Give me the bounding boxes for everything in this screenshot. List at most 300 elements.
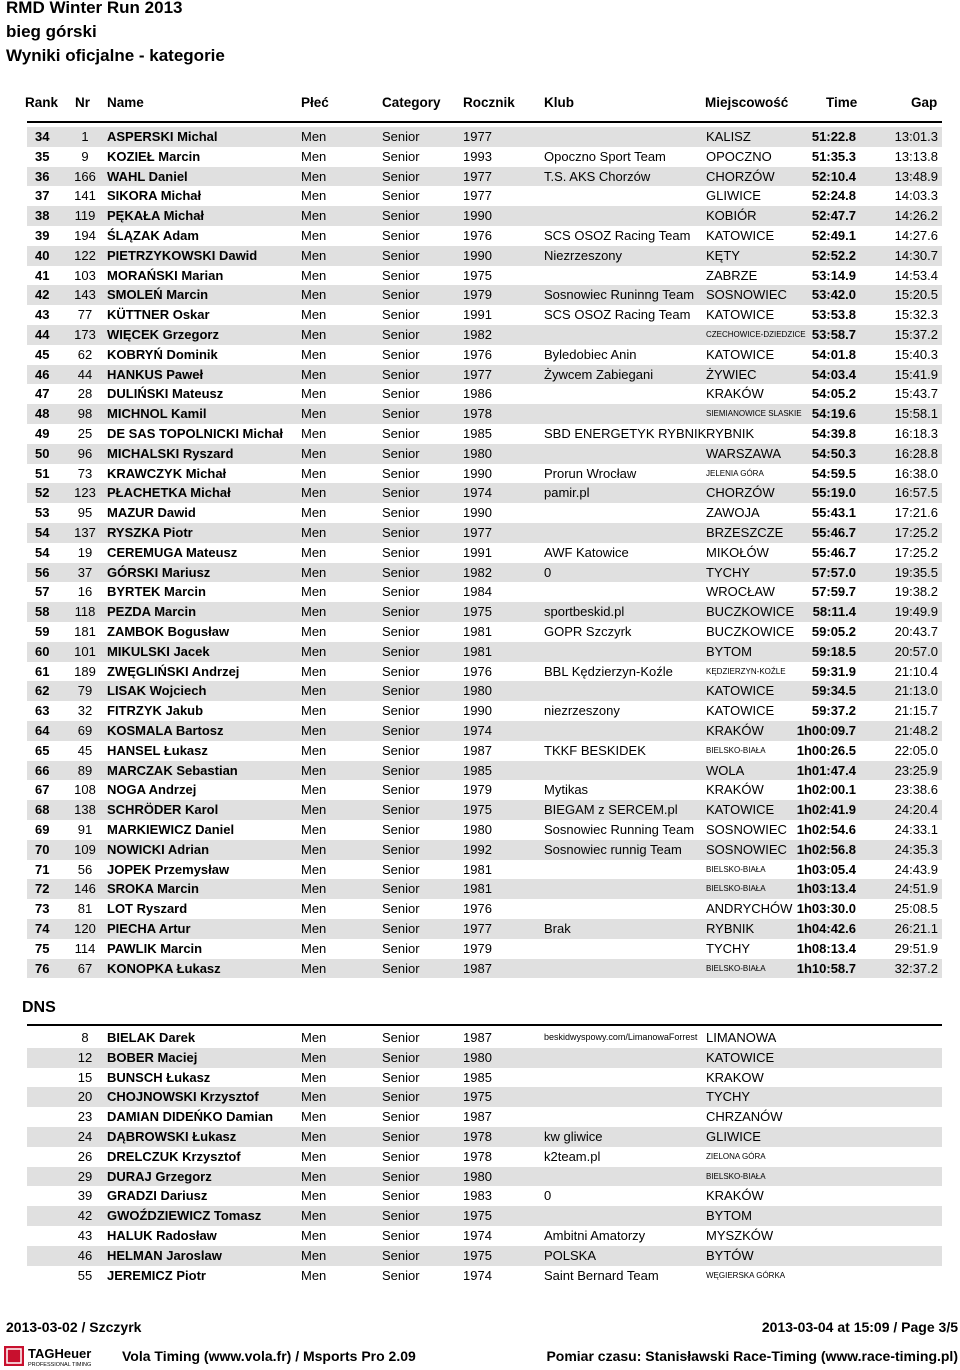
bib-number-cell: 77: [77, 307, 93, 323]
athlete-name-cell: MICHNOL Kamil: [107, 406, 207, 422]
category-cell: Senior: [382, 703, 420, 719]
finish-time-cell: 59:37.2: [811, 703, 856, 719]
birth-year-cell: 1979: [463, 940, 492, 956]
athlete-name-cell: DRELCZUK Krzysztof: [107, 1148, 241, 1164]
athlete-name-cell: RYSZKA Piotr: [107, 525, 193, 540]
finish-time-cell: 52:10.4: [811, 168, 856, 184]
birth-year-cell: 1990: [463, 465, 492, 481]
result-row: [27, 761, 942, 781]
time-gap-cell: 16:28.8: [894, 445, 938, 461]
rank-cell: 48: [35, 406, 50, 422]
event-title: RMD Winter Run 2013: [6, 0, 183, 17]
birth-year-cell: 1976: [463, 346, 492, 362]
birth-year-cell: 1978: [463, 1148, 492, 1164]
athlete-name-cell: PEZDA Marcin: [107, 604, 197, 620]
club-cell: [544, 1087, 698, 1107]
dns-row: [27, 1246, 942, 1266]
rank-cell: [35, 1206, 65, 1226]
time-gap-cell: 15:32.3: [894, 307, 938, 323]
sex-cell: Men: [301, 1148, 327, 1164]
city-cell: RYBNIK: [706, 921, 755, 936]
birth-year-cell: 1974: [463, 723, 492, 738]
rank-cell: 65: [35, 742, 50, 758]
athlete-name-cell: ŚLĄZAK Adam: [107, 228, 199, 243]
sex-cell: Men: [301, 426, 327, 441]
sex-cell: Men: [301, 960, 327, 976]
sex-cell: Men: [301, 445, 327, 461]
result-row: [27, 444, 942, 464]
sex-cell: Men: [301, 247, 327, 263]
birth-year-cell: 1985: [463, 762, 492, 778]
birth-year-cell: 1981: [463, 881, 492, 897]
sex-cell: Men: [301, 1030, 327, 1045]
time-gap-cell: 14:30.7: [894, 247, 938, 263]
birth-year-cell: 1974: [463, 1228, 492, 1243]
col-header-rank: Rank: [25, 95, 59, 110]
finish-time-cell: 1h01:47.4: [796, 762, 856, 778]
athlete-name-cell: SCHRÖDER Karol: [107, 802, 219, 818]
category-cell: Senior: [382, 129, 420, 144]
time-gap-cell: 24:51.9: [894, 881, 938, 897]
bib-number-cell: 8: [81, 1030, 89, 1045]
category-cell: Senior: [382, 762, 420, 778]
finish-time-cell: 57:59.7: [811, 584, 856, 600]
dns-row: [27, 1068, 942, 1088]
sex-cell: Men: [301, 861, 327, 877]
rank-cell: 64: [35, 723, 50, 738]
athlete-name-cell: KOZIEŁ Marcin: [107, 148, 201, 164]
sex-cell: Men: [301, 802, 327, 818]
time-gap-cell: 14:53.4: [894, 267, 938, 283]
finish-time-cell: 52:52.2: [811, 247, 856, 263]
category-cell: Senior: [382, 604, 420, 620]
birth-year-cell: 1976: [463, 228, 492, 243]
city-cell: KALISZ: [706, 129, 751, 144]
club-cell: [544, 206, 698, 226]
city-cell: ZABRZE: [706, 267, 758, 283]
athlete-name-cell: JOPEK Przemysław: [107, 861, 230, 877]
category-cell: Senior: [382, 287, 420, 303]
rank-cell: 37: [35, 188, 50, 204]
club-cell: BBL Kędzierzyn-Koźle: [544, 663, 673, 679]
finish-time-cell: 54:50.3: [811, 445, 856, 461]
category-cell: Senior: [382, 544, 420, 560]
birth-year-cell: 1979: [463, 782, 492, 798]
result-row: [27, 424, 942, 444]
time-gap-cell: 16:57.5: [894, 485, 938, 501]
finish-time-cell: 51:22.8: [811, 129, 856, 144]
city-cell: KATOWICE: [706, 802, 775, 818]
time-gap-cell: 15:37.2: [894, 327, 938, 342]
dns-row: [27, 1167, 942, 1187]
result-row: [27, 404, 942, 424]
rank-cell: 53: [35, 505, 50, 521]
birth-year-cell: 1981: [463, 643, 492, 659]
category-cell: Senior: [382, 723, 420, 738]
bib-number-cell: 114: [74, 940, 96, 956]
category-cell: Senior: [382, 683, 420, 699]
result-row: [27, 899, 942, 919]
sex-cell: Men: [301, 228, 327, 243]
athlete-name-cell: FITRZYK Jakub: [107, 703, 204, 719]
category-cell: Senior: [382, 386, 420, 402]
athlete-name-cell: ZWĘGLIŃSKI Andrzej: [107, 663, 240, 679]
city-cell: KATOWICE: [706, 346, 775, 362]
club-cell: Saint Bernard Team: [544, 1267, 659, 1283]
rank-cell: 60: [35, 643, 50, 659]
athlete-name-cell: BOBER Maciej: [107, 1049, 198, 1065]
bib-number-cell: 37: [77, 564, 93, 580]
athlete-name-cell: LISAK Wojciech: [107, 683, 207, 699]
time-gap-cell: 23:25.9: [894, 762, 938, 778]
city-cell: JELENIA GÓRA: [706, 468, 764, 478]
bib-number-cell: 16: [77, 584, 93, 600]
city-cell: KATOWICE: [706, 683, 775, 699]
city-cell: TYCHY: [706, 564, 751, 580]
sex-cell: Men: [301, 267, 327, 283]
city-cell: KATOWICE: [706, 703, 775, 719]
sex-cell: Men: [301, 564, 327, 580]
time-gap-cell: 20:57.0: [894, 643, 938, 659]
time-gap-cell: 25:08.5: [894, 901, 938, 917]
footer-timing: Pomiar czasu: Stanisławski Race-Timing (www.race-timing.pl): [546, 1348, 958, 1364]
sex-cell: Men: [301, 485, 327, 501]
club-cell: beskidwyspowy.com/LimanowaForrest: [544, 1032, 698, 1042]
time-gap-cell: [857, 1206, 938, 1226]
birth-year-cell: 1977: [463, 188, 492, 204]
club-cell: [544, 127, 698, 147]
time-gap-cell: [857, 1127, 938, 1147]
birth-year-cell: 1976: [463, 901, 492, 917]
result-row: [27, 483, 942, 503]
time-gap-cell: 21:10.4: [894, 663, 938, 679]
result-row: [27, 325, 942, 345]
city-cell: TYCHY: [706, 1089, 751, 1105]
bib-number-cell: 173: [74, 327, 96, 342]
bib-number-cell: 122: [74, 247, 96, 263]
sex-cell: Men: [301, 148, 327, 164]
bib-number-cell: 45: [77, 742, 93, 758]
finish-time-cell: [781, 1246, 856, 1266]
athlete-name-cell: HANKUS Paweł: [107, 366, 204, 382]
rank-cell: 59: [35, 624, 50, 639]
sex-cell: Men: [301, 525, 327, 540]
rank-cell: [35, 1068, 65, 1088]
category-cell: Senior: [382, 228, 420, 243]
result-row: [27, 365, 942, 385]
club-cell: Sosnowiec runnig Team: [544, 841, 682, 857]
athlete-name-cell: MORAŃSKI Marian: [107, 267, 224, 283]
dns-section-title: DNS: [22, 999, 56, 1016]
result-row: [27, 820, 942, 840]
club-cell: [544, 325, 698, 345]
finish-time-cell: [781, 1087, 856, 1107]
city-cell: KRAKÓW: [706, 723, 764, 738]
club-cell: TKKF BESKIDEK: [544, 742, 646, 758]
sex-cell: Men: [301, 822, 327, 837]
bib-number-cell: 96: [77, 445, 93, 461]
time-gap-cell: 26:21.1: [894, 921, 938, 936]
finish-time-cell: [781, 1186, 856, 1206]
bib-number-cell: 146: [74, 881, 96, 897]
finish-time-cell: 1h02:00.1: [796, 782, 856, 798]
result-row: [27, 127, 942, 147]
rank-cell: 51: [35, 465, 50, 481]
club-cell: 0: [544, 564, 552, 580]
club-cell: pamir.pl: [544, 485, 590, 501]
result-row: [27, 780, 942, 800]
category-cell: Senior: [382, 406, 420, 422]
bib-number-cell: 118: [74, 604, 96, 620]
athlete-name-cell: SMOLEŃ Marcin: [107, 287, 209, 303]
athlete-name-cell: NOWICKI Adrian: [107, 841, 210, 857]
club-cell: Sosnowiec Running Team: [544, 822, 695, 837]
footer-software: Vola Timing (www.vola.fr) / Msports Pro 2.09: [122, 1348, 416, 1364]
birth-year-cell: 1983: [463, 1188, 492, 1204]
athlete-name-cell: BUNSCH Łukasz: [107, 1069, 211, 1085]
result-row: [27, 384, 942, 404]
athlete-name-cell: DULIŃSKI Mateusz: [107, 386, 224, 402]
birth-year-cell: 1978: [463, 1129, 492, 1144]
time-gap-cell: 15:58.1: [894, 406, 938, 422]
bib-number-cell: 55: [77, 1267, 93, 1283]
birth-year-cell: 1985: [463, 426, 492, 441]
result-row: [27, 860, 942, 880]
club-cell: [544, 582, 698, 602]
birth-year-cell: 1981: [463, 861, 492, 877]
dns-row: [27, 1266, 942, 1286]
category-cell: Senior: [382, 861, 420, 877]
sex-cell: Men: [301, 1049, 327, 1065]
col-header-gap: Gap: [911, 95, 938, 110]
athlete-name-cell: GWOŹDZIEWICZ Tomasz: [107, 1208, 262, 1224]
city-cell: BIELSKO-BIAŁA: [706, 963, 766, 973]
bib-number-cell: 137: [74, 525, 96, 540]
athlete-name-cell: KRAWCZYK Michał: [107, 465, 227, 481]
time-gap-cell: 24:33.1: [894, 822, 938, 837]
club-cell: [544, 186, 698, 206]
athlete-name-cell: NOGA Andrzej: [107, 782, 197, 798]
club-cell: SBD ENERGETYK RYBNIK: [544, 426, 707, 441]
col-header-nr: Nr: [75, 95, 91, 110]
category-cell: Senior: [382, 1247, 420, 1263]
rank-cell: 49: [35, 426, 50, 441]
finish-time-cell: 1h02:54.6: [796, 822, 856, 837]
birth-year-cell: 1984: [463, 584, 492, 600]
category-cell: Senior: [382, 1109, 420, 1125]
sex-cell: Men: [301, 782, 327, 798]
rank-cell: 75: [35, 940, 50, 956]
category-cell: Senior: [382, 782, 420, 798]
sex-cell: Men: [301, 940, 327, 956]
finish-time-cell: 51:35.3: [811, 148, 856, 164]
bib-number-cell: 1: [81, 129, 89, 144]
rank-cell: 62: [35, 683, 50, 699]
rank-cell: 40: [35, 247, 50, 263]
rank-cell: 36: [35, 168, 50, 184]
birth-year-cell: 1987: [463, 742, 492, 758]
rank-cell: [35, 1048, 65, 1068]
category-cell: Senior: [382, 267, 420, 283]
result-row: [27, 681, 942, 701]
bib-number-cell: 79: [77, 683, 93, 699]
birth-year-cell: 1980: [463, 822, 492, 837]
time-gap-cell: [857, 1246, 938, 1266]
rank-cell: 46: [35, 366, 50, 382]
time-gap-cell: 15:20.5: [894, 287, 938, 303]
time-gap-cell: 24:43.9: [894, 861, 938, 877]
club-cell: k2team.pl: [544, 1148, 601, 1164]
bib-number-cell: 15: [77, 1069, 93, 1085]
dns-row: [27, 1127, 942, 1147]
bib-number-cell: 123: [74, 485, 96, 501]
sex-cell: Men: [301, 346, 327, 362]
time-gap-cell: 19:35.5: [894, 564, 938, 580]
athlete-name-cell: SROKA Marcin: [107, 881, 199, 897]
sex-cell: Men: [301, 129, 327, 144]
city-cell: GLIWICE: [706, 188, 761, 204]
result-row: [27, 800, 942, 820]
athlete-name-cell: MARCZAK Sebastian: [107, 762, 238, 778]
time-gap-cell: [857, 1087, 938, 1107]
club-cell: [544, 860, 698, 880]
finish-time-cell: 1h03:30.0: [796, 901, 856, 917]
bib-number-cell: 95: [77, 505, 93, 521]
bib-number-cell: 120: [74, 921, 96, 936]
sex-cell: Men: [301, 1208, 327, 1224]
results-subtitle: Wyniki oficjalne - kategorie: [6, 46, 225, 65]
finish-time-cell: 1h02:56.8: [796, 841, 856, 857]
finish-time-cell: 1h02:41.9: [796, 802, 856, 818]
category-cell: Senior: [382, 742, 420, 758]
finish-time-cell: [781, 1107, 856, 1127]
rank-cell: [35, 1266, 65, 1286]
time-gap-cell: 20:43.7: [894, 624, 938, 639]
club-cell: [544, 959, 698, 979]
rank-cell: 61: [35, 663, 50, 679]
sex-cell: Men: [301, 465, 327, 481]
birth-year-cell: 1977: [463, 921, 492, 936]
club-cell: Żywcem Zabiegani: [544, 366, 654, 382]
sex-cell: Men: [301, 168, 327, 184]
bib-number-cell: 109: [74, 841, 96, 857]
bib-number-cell: 101: [74, 643, 96, 659]
dns-row: [27, 1226, 942, 1246]
result-row: [27, 503, 942, 523]
athlete-name-cell: MAZUR Dawid: [107, 505, 196, 521]
city-cell: CHORZÓW: [706, 485, 775, 501]
finish-time-cell: 1h00:09.7: [796, 723, 856, 738]
result-row: [27, 345, 942, 365]
finish-time-cell: 59:34.5: [811, 683, 856, 699]
finish-time-cell: [781, 1226, 856, 1246]
club-cell: 0: [544, 1188, 552, 1204]
rank-cell: [35, 1028, 65, 1048]
rank-cell: 76: [35, 960, 50, 976]
finish-time-cell: 55:46.7: [811, 525, 856, 540]
city-cell: BYTÓW: [706, 1247, 754, 1263]
athlete-name-cell: LOT Ryszard: [107, 901, 188, 917]
athlete-name-cell: ZAMBOK Bogusław: [107, 624, 230, 639]
result-row: [27, 840, 942, 860]
athlete-name-cell: KONOPKA Łukasz: [107, 960, 221, 976]
finish-time-cell: 54:01.8: [811, 346, 856, 362]
sex-cell: Men: [301, 663, 327, 679]
bib-number-cell: 181: [74, 624, 96, 639]
result-row: [27, 741, 942, 761]
athlete-name-cell: PIECHA Artur: [107, 921, 191, 936]
time-gap-cell: 15:41.9: [894, 366, 938, 382]
club-cell: [544, 404, 698, 424]
time-gap-cell: [857, 1048, 938, 1068]
bib-number-cell: 29: [77, 1168, 93, 1184]
city-cell: OPOCZNO: [706, 148, 772, 164]
city-cell: ZIELONA GÓRA: [706, 1151, 766, 1161]
finish-time-cell: 59:18.5: [811, 643, 856, 659]
athlete-name-cell: CHOJNOWSKI Krzysztof: [107, 1089, 259, 1105]
bib-number-cell: 138: [74, 802, 96, 818]
dns-row: [27, 1107, 942, 1127]
category-cell: Senior: [382, 901, 420, 917]
bib-number-cell: 46: [77, 1247, 93, 1263]
birth-year-cell: 1975: [463, 604, 492, 620]
finish-time-cell: 54:19.6: [811, 406, 856, 422]
category-cell: Senior: [382, 366, 420, 382]
athlete-name-cell: DE SAS TOPOLNICKI Michał: [107, 426, 284, 441]
birth-year-cell: 1990: [463, 505, 492, 521]
birth-year-cell: 1977: [463, 366, 492, 382]
bib-number-cell: 9: [81, 148, 89, 164]
category-cell: Senior: [382, 564, 420, 580]
bib-number-cell: 28: [77, 386, 93, 402]
bib-number-cell: 42: [77, 1208, 93, 1224]
club-cell: [544, 879, 698, 899]
athlete-name-cell: GRADZI Dariusz: [107, 1188, 208, 1204]
sex-cell: Men: [301, 505, 327, 521]
city-cell: KĘDZIERZYN-KOŹLE: [706, 666, 786, 676]
category-cell: Senior: [382, 307, 420, 323]
club-cell: [544, 523, 698, 543]
bib-number-cell: 62: [77, 346, 93, 362]
athlete-name-cell: PŁACHETKA Michał: [107, 485, 231, 501]
club-cell: kw gliwice: [544, 1129, 603, 1144]
time-gap-cell: 19:38.2: [894, 584, 938, 600]
birth-year-cell: 1990: [463, 247, 492, 263]
club-cell: Prorun Wrocław: [544, 465, 637, 481]
rank-cell: 52: [35, 485, 50, 501]
col-header-sex: Płeć: [301, 95, 329, 110]
category-cell: Senior: [382, 327, 420, 342]
athlete-name-cell: BIELAK Darek: [107, 1030, 196, 1045]
rank-cell: 68: [35, 802, 50, 818]
club-cell: niezrzeszony: [544, 703, 620, 719]
athlete-name-cell: KÜTTNER Oskar: [107, 307, 210, 323]
category-cell: Senior: [382, 663, 420, 679]
birth-year-cell: 1987: [463, 1030, 492, 1045]
athlete-name-cell: SIKORA Michał: [107, 188, 202, 204]
city-cell: BYTOM: [706, 643, 752, 659]
athlete-name-cell: ASPERSKI Michal: [107, 129, 218, 144]
athlete-name-cell: KOBRYŃ Dominik: [107, 346, 218, 362]
bib-number-cell: 189: [74, 663, 96, 679]
birth-year-cell: 1980: [463, 445, 492, 461]
club-cell: [544, 939, 698, 959]
bib-number-cell: 108: [74, 782, 96, 798]
bib-number-cell: 12: [77, 1049, 93, 1065]
rank-cell: 57: [35, 584, 50, 600]
col-header-club: Klub: [544, 95, 574, 110]
club-cell: [544, 503, 698, 523]
